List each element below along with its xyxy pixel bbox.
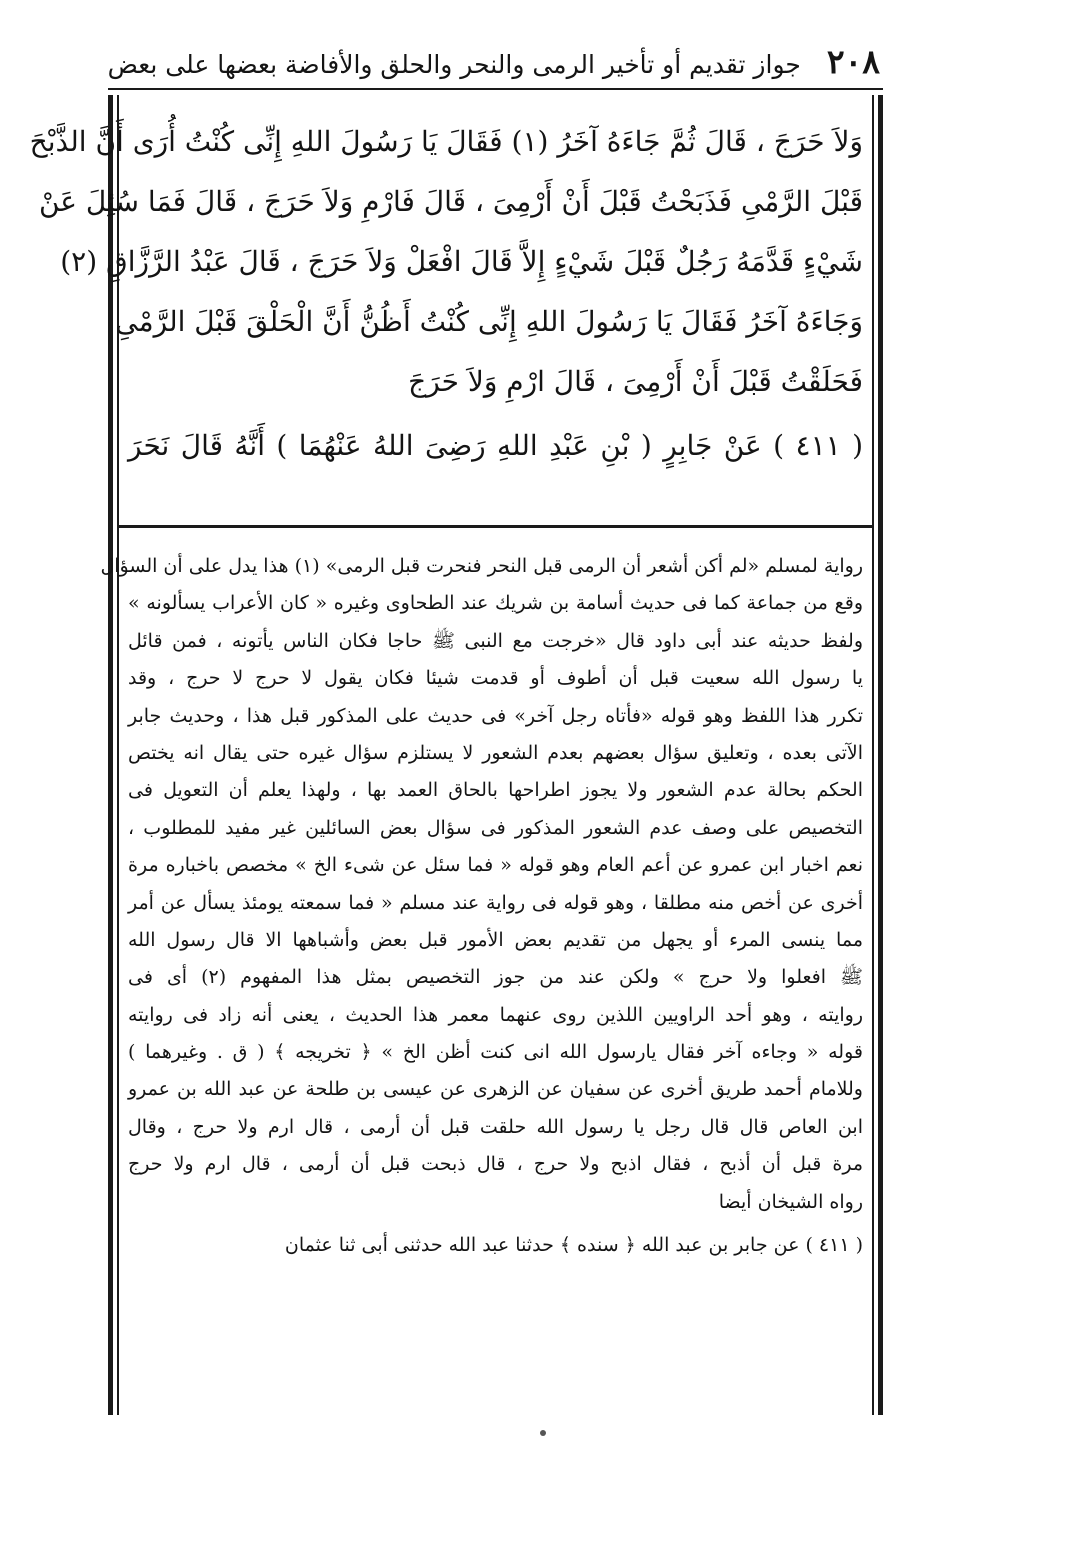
commentary-line: رواية لمسلم «لم أكن أشعر أن الرمى قبل النحر فنحرت قبل الرمى» (١) هذا يدل على أن السؤال: [100, 555, 863, 577]
commentary-line: قوله « وجاءه آخر فقال يارسول الله انى كنت أظن الخ » ﴿ تخريجه ﴾ ( ق . وغيرهما ): [128, 1041, 863, 1064]
header-rule: [108, 88, 883, 90]
frame-inner-rule-right: [872, 95, 874, 1415]
commentary-line: أخرى عن أخص منه مطلقا ، وهو قوله فى رواية عند مسلم « فما سمعته يومئذ يسأل عن أمر: [128, 891, 863, 914]
commentary-line: رواه الشيخان أيضا: [718, 1190, 863, 1213]
page-number: ٢٠٨: [826, 42, 880, 81]
commentary-line: الآتى بعده ، وتعليق سؤال بعضهم بعدم الشعور لا يستلزم سؤال غيره حتى يقال انه يختص: [128, 741, 863, 764]
next-hadith-heading: ( ٤١١ ) عَنْ جَابِرٍ ( بْنِ عَبْدِ اللهِ رَضِىَ اللهُ عَنْهُمَا ) أَنَّهُ قَالَ نَحَرَ: [128, 429, 864, 462]
commentary-line: ولفظ حديثه عند أبى داود قال «خرجت مع النبى ﷺ حاجا فكان الناس يأتونه ، فمن قائل: [128, 629, 863, 652]
hadith-line: وَجَاءَهُ آخَرُ فَقَالَ يَا رَسُولَ اللهِ إِنِّى كُنْتُ أَظُنُّ أَنَّ الْحَلْقَ قَبْلَ الرَّمْىِ: [115, 305, 863, 338]
commentary-line: مما ينسى المرء أو يجهل من تقديم بعض الأمور قبل بعض وأشباهها الا قال رسول الله: [128, 928, 863, 951]
hadith-line: فَحَلَقْتُ قَبْلَ أَنْ أَرْمِىَ ، قَالَ ارْمِ وَلاَ حَرَجَ: [408, 365, 863, 398]
isnad-line: ( ٤١١ ) عن جابر بن عبد الله ﴿ سنده ﴾ حدثنا عبد الله حدثنى أبى ثنا عثمان: [284, 1234, 863, 1257]
hadith-line: قَبْلَ الرَّمْىِ فَذَبَحْتُ قَبْلَ أَنْ أَرْمِىَ ، قَالَ فَارْمِ وَلاَ حَرَجَ ، قَالَ فَمَا سُئِلَ عَنْ: [38, 185, 863, 218]
commentary-line: يا رسول الله سعيت قبل أن أطوف أو قدمت شيئا فكان يقول لا حرج لا حرج ، وقد: [128, 667, 863, 690]
commentary-line: مرة قبل أن أذبح ، فقال اذبح ولا حرج ، قال ذبحت قبل أن أرمى ، قال ارم ولا حرج: [128, 1153, 863, 1176]
commentary-line: وقع من جماعة كما فى حديث أسامة بن شريك عند الطحاوى وغيره « كان الأعراب يسألونه »: [128, 592, 863, 615]
commentary-line: الحكم بحالة عدم الشعور ولا يجوز اطراحها بالحاق العمد بها ، ولهذا يعلم أن التعويل فى: [128, 779, 863, 802]
page-header: [107, 42, 880, 84]
hadith-line: وَلاَ حَرَجَ ، قَالَ ثُمَّ جَاءَهُ آخَرُ (١) فَقَالَ يَا رَسُولَ اللهِ إِنِّى كُنْتُ أُرَى أَنَّ الذَّبْحَ: [29, 125, 863, 158]
running-title: جواز تقديم أو تأخير الرمى والنحر والحلق والأفاضة بعضها على بعض: [107, 50, 801, 79]
commentary-line: ﷺ افعلوا ولا حرج » ولكن عند من جوز التخصيص بمثل هذا المفهوم (٢) أى فى: [128, 966, 863, 989]
commentary-line: نعم اخبار ابن عمرو عن أعم العام وهو قوله « فما سئل عن شىء الخ » مخصص باخباره مرة: [128, 854, 863, 877]
section-divider: [118, 525, 873, 528]
print-mark: [540, 1430, 546, 1436]
hadith-line: شَيْءٍ قَدَّمَهُ رَجُلٌ قَبْلَ شَيْءٍ إِلاَّ قَالَ افْعَلْ وَلاَ حَرَجَ ، قَالَ عَبْدُ الرَّزَّاقِ (٢): [60, 245, 863, 278]
commentary-line: وللامام أحمد طريق أخرى عن سفيان عن الزهرى عن عيسى بن طلحة عن عبد الله بن عمرو: [128, 1078, 863, 1101]
commentary-text: [100, 548, 863, 1265]
commentary-line: التخصيص على وصف عدم الشعور المذكور فى سؤال بعض السائلين غير مفيد للمطلوب ،: [128, 816, 863, 839]
commentary-line: روايته ، وهو أحد الراويين اللذين روى عنهما معمر هذا الحديث ، يعنى أنه زاد فى روايته: [128, 1003, 863, 1026]
commentary-line: تكرر هذا اللفظ وهو قوله «فأتاه رجل آخر» فى حديث على المذكور قبل هذا ، وحديث جابر: [128, 704, 863, 727]
hadith-text: [29, 112, 864, 476]
commentary-line: ابن العاص قال قال رجل يا رسول الله حلقت قبل أن أرمى ، قال ارم ولا حرج ، وقال: [128, 1115, 863, 1138]
